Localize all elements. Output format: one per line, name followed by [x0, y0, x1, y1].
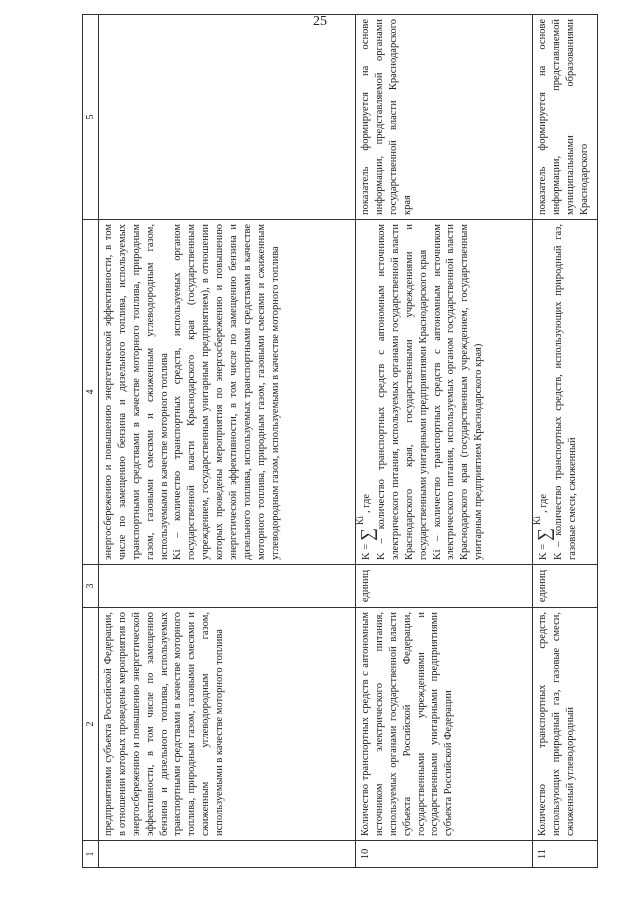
sum-symbol: ∑	[534, 528, 555, 541]
table-row	[356, 15, 533, 868]
method-text: Ki – количество транспортных средств, используемых органом государственной власти Краснодарского края (государственным учреждением, государственным унитарным предприятием), в отношении которых проведены мероприятия по энергосбережению и повышению энергетической эффективности, в том числе по замещению бензина и дизельного топлива, используемых транспортными средствами в качестве моторного топлива, природным газом, газовыми смесями и сжиженным углеводородным газом, используемыми в качестве моторного топлива	[172, 224, 281, 560]
indicator-name: предприятиями субъекта Российской Федерации, в отношении которых проведены мероприятия по энергосбережению и повышению энергетической эффективности, в том числе по замещению бензина и дизельного топлива, используемых транспортными средствами в качестве моторного топлива, природным газом, газовыми смесями и сжиженным углеводородным газом, используемыми в качестве моторного топлива	[99, 608, 356, 841]
header-col-1: 1	[83, 841, 99, 868]
sum-symbol: ∑	[357, 528, 378, 541]
calculation-method	[533, 220, 598, 565]
row-number: 10	[356, 841, 533, 868]
formula-variable: Ki	[532, 516, 543, 526]
formula-variable: Ki	[355, 516, 366, 526]
unit: единиц	[533, 565, 598, 608]
indicator-name: Количество транспортных средств, использующих природный газ, газовые смеси, сжиженный углеводородный	[533, 608, 598, 841]
header-col-3: 3	[83, 565, 99, 608]
header-row	[83, 15, 99, 868]
indicator-name: Количество транспортных средств с автономным источником электрического питания, используемых органами государственной власти субъекта Российской Федерации, государственными учреждениями и государственными унитарными предприятиями субъекта Российской Федерации	[356, 608, 533, 841]
calculation-method	[356, 220, 533, 565]
formula-lhs: K =	[361, 543, 373, 560]
data-source: показатель формируется на основе информации, представляемой органами государственной власти Краснодарского края	[356, 15, 533, 220]
header-col-2: 2	[83, 608, 99, 841]
header-col-4: 4	[83, 220, 99, 565]
data-source: показатель формируется на основе информации, представляемой муниципальными образованиями Краснодарского	[533, 15, 598, 220]
data-source	[99, 15, 356, 220]
calculation-method	[99, 220, 356, 565]
sum-formula	[355, 493, 378, 560]
row-number	[99, 841, 356, 868]
table-row	[99, 15, 356, 868]
page-number: 25	[313, 14, 327, 29]
table-row	[533, 15, 598, 868]
method-text: K – количество транспортных средств с автономным источником электрического питания, используемых органами государственной власти Краснодарского края, государственными учреждениями и государственными унитарными предприятиями Краснодарского края	[376, 224, 429, 560]
indicators-table	[82, 14, 598, 868]
formula-tail: , где	[361, 493, 373, 514]
formula-tail: , где	[538, 493, 550, 514]
unit	[99, 565, 356, 608]
header-col-5: 5	[83, 15, 99, 220]
method-text: энергосбережению и повышению энергетической эффективности, в том числе по замещению бензина и дизельного топлива, используемых транспортными средствами в качестве моторного топлива, природным газом, газовыми смесями и сжиженным углеводородным газом, используемыми в качестве моторного топлива	[103, 224, 170, 560]
method-text: K – количество транспортных средств, использующих природный газ, газовые смеси, сжиженный	[553, 224, 579, 560]
formula-lhs: K =	[538, 543, 550, 560]
sum-formula	[532, 493, 555, 560]
row-number: 11	[533, 841, 598, 868]
unit: единиц	[356, 565, 533, 608]
method-text: Ki – количество транспортных средств с автономным источником электрического питания, используемых органом государственной власти Краснодарского края (государственным учреждением, государственным унитарным предприятием Краснодарского края)	[431, 224, 485, 560]
